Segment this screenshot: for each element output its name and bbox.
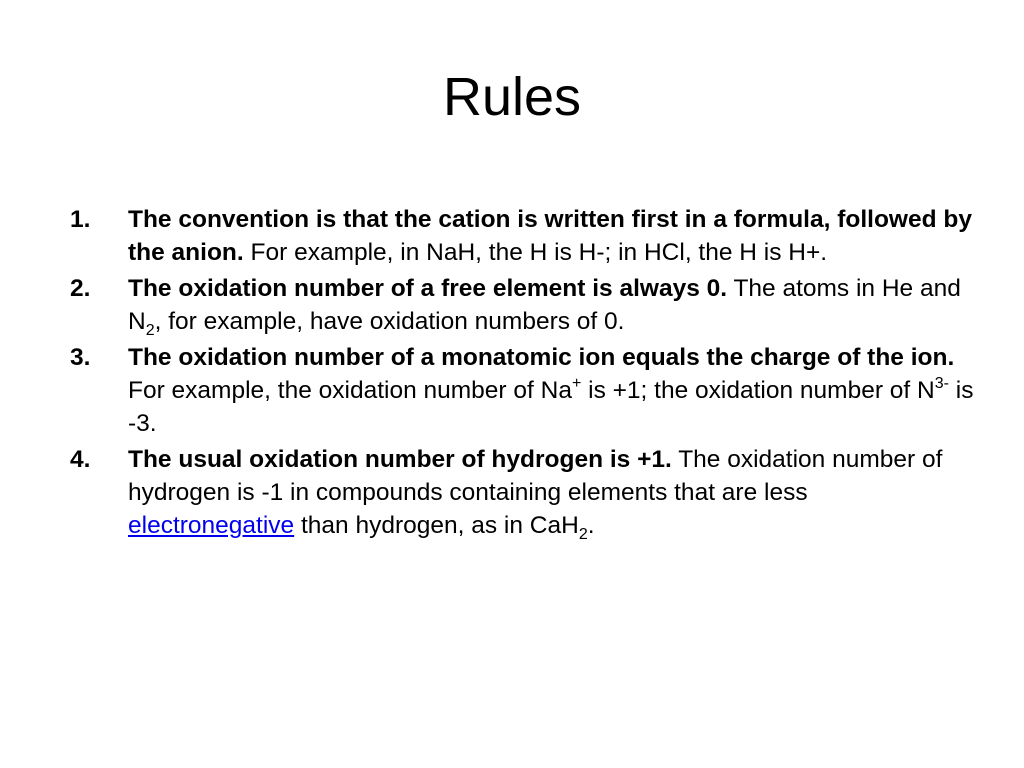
rule-text: For example, in NaH, the H is H-; in HCl, the H is H+. bbox=[243, 239, 828, 266]
rule-text: The atoms in He and N bbox=[128, 275, 961, 335]
rule-item-3 bbox=[70, 341, 980, 440]
electronegative-link[interactable]: electronegative bbox=[128, 512, 295, 539]
rule-item-2 bbox=[70, 272, 980, 338]
rule-lead: The convention is that the cation is written first in a formula, followed by the anion. bbox=[128, 206, 972, 266]
rule-item-4 bbox=[70, 443, 980, 542]
rule-text: is +1; the oxidation number of N bbox=[581, 377, 935, 404]
rule-number: 4. bbox=[70, 446, 91, 473]
superscript: 3- bbox=[934, 375, 949, 392]
rule-text: is -3. bbox=[128, 377, 974, 437]
rule-number: 3. bbox=[70, 344, 91, 371]
slide-title: Rules bbox=[442, 67, 582, 127]
rule-text: than hydrogen, as in CaH bbox=[294, 512, 579, 539]
rule-number: 2. bbox=[70, 275, 91, 302]
rules-list bbox=[70, 203, 980, 545]
superscript: + bbox=[571, 375, 582, 392]
subscript: 2 bbox=[145, 322, 155, 339]
rule-text: , for example, have oxidation numbers of 0. bbox=[154, 308, 625, 335]
rule-number: 1. bbox=[70, 206, 91, 233]
rule-text: For example, the oxidation number of Na bbox=[128, 377, 572, 404]
subscript: 2 bbox=[578, 526, 588, 543]
rule-text: The oxidation number of hydrogen is -1 in compounds containing elements that are less bbox=[128, 446, 943, 506]
rule-text: . bbox=[587, 512, 595, 539]
rule-lead: The oxidation number of a free element is always 0. bbox=[128, 275, 728, 302]
rule-lead: The usual oxidation number of hydrogen is +1. bbox=[128, 446, 672, 473]
rule-lead: The oxidation number of a monatomic ion equals the charge of the ion. bbox=[128, 344, 955, 371]
rule-item-1 bbox=[70, 203, 980, 269]
